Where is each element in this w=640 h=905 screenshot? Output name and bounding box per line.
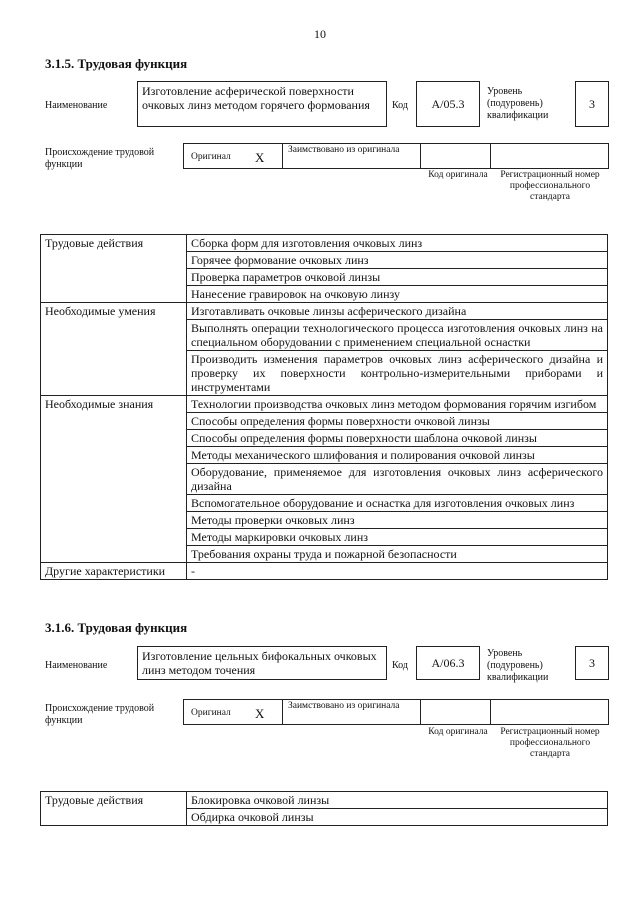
divider [490,144,491,168]
table-item: Нанесение гравировок на очковую линзу [187,286,608,303]
table-item: Проверка параметров очковой линзы [187,269,608,286]
table-item: Методы механического шлифования и полирования очковой линзы [187,447,608,464]
table-item: Методы маркировки очковых линз [187,529,608,546]
section-title: 3.1.5. Трудовая функция [45,56,188,71]
function-table [40,791,608,826]
page-number: 10 [314,27,326,41]
table-item: Изготавливать очковые линзы асферического дизайна [187,303,608,320]
table-item: Горячее формование очковых линз [187,252,608,269]
divider [420,700,421,724]
level-label: Уровень (подуровень) квалификации [487,648,549,683]
divider [282,144,283,168]
category-cell: Необходимые знания [41,396,187,563]
section-title: 3.1.6. Трудовая функция [45,620,188,635]
category-cell: Другие характеристики [41,563,187,580]
origin-row [183,143,609,169]
reg-number-label: Регистрационный номер профессионального стандарта [500,727,600,759]
code-value: A/05.3 [416,81,480,127]
table-item: Производить изменения параметров очковых линз асферического дизайна и проверку их поверхности контрольно-измерительными приборами и инструментами [187,351,608,396]
table-item: Требования охраны труда и пожарной безопасности [187,546,608,563]
origin-label: Происхождение трудовой функции [45,147,155,170]
divider [282,700,283,724]
table-item: Выполнять операции технологического процесса изготовления очковых линз на специальном оборудовании с применением специальной оснастки [187,320,608,351]
table-item: Вспомогательное оборудование и оснастка для изготовления очковых линз [187,495,608,512]
original-code-label: Код оригинала [428,170,488,180]
category-cell: Необходимые умения [41,303,187,396]
table-item: Способы определения формы поверхности очковой линзы [187,413,608,430]
level-value: 3 [575,646,609,680]
origin-label: Происхождение трудовой функции [45,703,155,726]
name-label: Наименование [45,660,108,671]
origin-row [183,699,609,725]
table-item: Обдирка очковой линзы [187,809,608,826]
x-mark: X [255,706,265,721]
category-cell: Трудовые действия [41,235,187,303]
x-mark: X [255,150,265,165]
function-table [40,234,608,580]
function-name-box: Изготовление цельных бифокальных очковых линз методом точения [137,646,387,680]
code-label: Код [392,100,408,111]
original-label: Оригинал [191,152,231,162]
table-item: Оборудование, применяемое для изготовления очковых линз асферического дизайна [187,464,608,495]
borrowed-label: Заимствовано из оригинала [288,145,400,155]
code-label: Код [392,660,408,671]
level-label: Уровень (подуровень) квалификации [487,86,549,121]
original-code-label: Код оригинала [428,727,488,737]
table-item: - [187,563,608,580]
table-item: Способы определения формы поверхности шаблона очковой линзы [187,430,608,447]
table-item: Сборка форм для изготовления очковых линз [187,235,608,252]
original-label: Оригинал [191,708,231,718]
divider [420,144,421,168]
code-value: A/06.3 [416,646,480,680]
name-label: Наименование [45,100,108,111]
reg-number-label: Регистрационный номер профессионального стандарта [500,170,600,202]
table-item: Технологии производства очковых линз методом формования горячим изгибом [187,396,608,413]
function-name-box: Изготовление асферической поверхности очковых линз методом горячего формования [137,81,387,127]
borrowed-label: Заимствовано из оригинала [288,701,400,711]
table-item: Блокировка очковой линзы [187,792,608,809]
divider [490,700,491,724]
table-item: Методы проверки очковых линз [187,512,608,529]
category-cell: Трудовые действия [41,792,187,826]
level-value: 3 [575,81,609,127]
